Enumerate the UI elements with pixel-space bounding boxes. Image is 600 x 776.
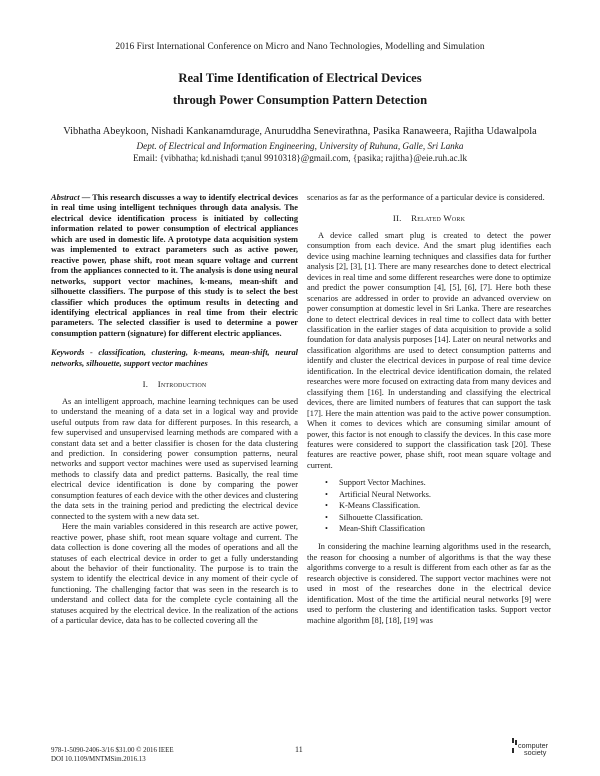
- bullet-icon: •: [325, 523, 328, 533]
- section-title: Related Work: [411, 213, 466, 224]
- list-item: • Mean-Shift Classification: [325, 523, 425, 533]
- paper-title-line-1: Real Time Identification of Electrical Devices: [178, 71, 422, 85]
- logo-line-1: computer: [518, 741, 548, 750]
- computer-society-logo: [511, 736, 557, 764]
- intro-paragraph-continued: scenarios as far as the performance of a particular device is considered.: [307, 193, 545, 202]
- page-number: 11: [295, 745, 303, 754]
- list-item: • Support Vector Machines.: [325, 478, 426, 488]
- author-emails: Email: {vibhatha; kd.nishadi t;anul 9910318}@gmail.com, {pasika; rajitha}@eie.ruh.ac.lk: [132, 153, 468, 163]
- section-number: I.: [142, 379, 149, 390]
- paper-title-line-2: through Power Consumption Pattern Detection: [172, 93, 428, 107]
- section-title: Introduction: [157, 379, 207, 390]
- abstract-lead: Abstract —: [51, 193, 91, 202]
- abstract: [51, 193, 298, 339]
- copyright-footer: [51, 746, 174, 764]
- bullet-icon: •: [325, 478, 328, 488]
- section-number: II.: [392, 213, 402, 224]
- right-column: [307, 193, 551, 626]
- isbn-line: 978-1-5090-2406-3/16 $31.00 © 2016 IEEE: [51, 747, 174, 754]
- bullet-icon: •: [325, 512, 328, 522]
- abstract-body: This research discusses a way to identify electrical devices in real time using intelligent techniques through data analysis. The electrical device identification process is initiated by collecting information related to power consumption of electrical appliances which are used in domestic life. A prototype data acquisition system was implemented to extract parameters such as active power, reactive power, phase shift, root mean square voltage and current from the appliances connected to it. The analysis is done using neural networks, support vector machines, k-means, mean-shift and silhouette classifiers. The purpose of this study is to select the best classifier which produces the optimum results in detecting and identifying electrical appliances in real time from their electric parameters. The selected classifier is used to determine a power consumption pattern (signature) for different electric appliances.: [51, 193, 298, 338]
- section-heading-introduction: [51, 379, 298, 389]
- related-work-paragraph-1: A device called smart plug is created to detect the power consumption from each device. And the smart plug identifies each device using machine learning techniques and classifies data for further analysis [2], [3], [1]. There are many researches done to detect electrical devices in real time and some different researches were done to optimize and predict the power consumption [4], [5], [6], [7]. Here both these scenarios are addressed in order to provide an advanced overview on power consumption at domestic level in Sri Lanka. There are researches done to detect electrical devices in real time to collect data with better classification in the earlier stages of data acquisition to provide a solid foundation for data analysis purposes [14]. Later on neural networks and classification algorithms are used to detect consumption patterns and identify and cluster the electrical devices in purpose of real time device identification. In the electrical device identification domain, the related researches were more focused on extracting data from many devices and classifying them [16]. In understanding and classifying the electrical devices, there are limited numbers of features that can support the task [17]. Here the main attention was paid to the active power consumption. When it comes to devices which are consuming similar amount of power, this factor is not enough to classify the devices. In this case more features were considered to support the classification task [20]. These features are reactive power, phase shift, root mean square voltage and current.: [307, 230, 551, 470]
- logo-line-2: society: [524, 748, 547, 757]
- intro-paragraph-1: As an intelligent approach, machine learning techniques can be used to understand the meaning of a data set in a logical way and provide useful outputs from raw data for different purposes. In this research, a few supervised and unsupervised learning methods are compared with a constant data set and a better classifier is chosen for the data clustering and prediction. In considering power consumption patterns, neural networks and support vector machines were used as supervised learning methods to classify data and predict patterns. Basically, the real time electrical device identification is done by comparing the power consumption features of each device with the other devices and clustering the data sets in the training period and predicting the electrical device connected to the system with a new data set.: [51, 396, 298, 521]
- intro-paragraph-2: Here the main variables considered in this research are active power, reactive power, phase shift, root mean square voltage and current. The data collection is done covering all the modes of operations and all the statuses of each electrical device in order to get a fully understanding about the behavior of their functionality. The purpose is to train the system to identify the electrical device in any moment of their cycle of functioning. The challenging factor that was seen in the research is to understand and collect data for the complete cycle containing all the statuses acquired by the electrical device. In the realization of the actions of a particular device, data has to be collected covering all the: [51, 522, 298, 626]
- left-column: [51, 193, 298, 627]
- section-heading-related-work: [307, 213, 551, 223]
- affiliation: Dept. of Electrical and Information Engineering, University of Ruhuna, Galle, Sri Lanka: [136, 141, 464, 151]
- keywords: Keywords - classification, clustering, k-means, mean-shift, neural networks, silhouette, support vector machines: [51, 348, 298, 368]
- classifier-list: [307, 477, 551, 534]
- conference-header: 2016 First International Conference on Micro and Nano Technologies, Modelling and Simulation: [115, 42, 485, 52]
- list-item: • Silhouette Classification.: [325, 512, 423, 522]
- list-item: • Artificial Neural Networks.: [325, 489, 431, 499]
- doi-line: DOI 10.1109/MNTMSim.2016.13: [51, 756, 146, 763]
- list-item: • K-Means Classification.: [325, 501, 421, 511]
- bullet-icon: •: [325, 489, 328, 499]
- bullet-icon: •: [325, 501, 328, 511]
- related-work-paragraph-2: In considering the machine learning algorithms used in the research, the reason for choosing a number of algorithms is that the way these algorithms converge to a result is different from each other as far as the research objective is considered. The support vector machines were not used in most of the researches done in the electrical device identification. Most of the time the artificial neural networks [9] were used to perform the clustering and identification tasks. Support vector machine algorithm [8], [18], [19] was: [307, 542, 551, 625]
- author-list: Vibhatha Abeykoon, Nishadi Kankanamdurage, Anuruddha Senevirathna, Pasika Ranaweera, Rajitha Udawalpola: [63, 126, 537, 137]
